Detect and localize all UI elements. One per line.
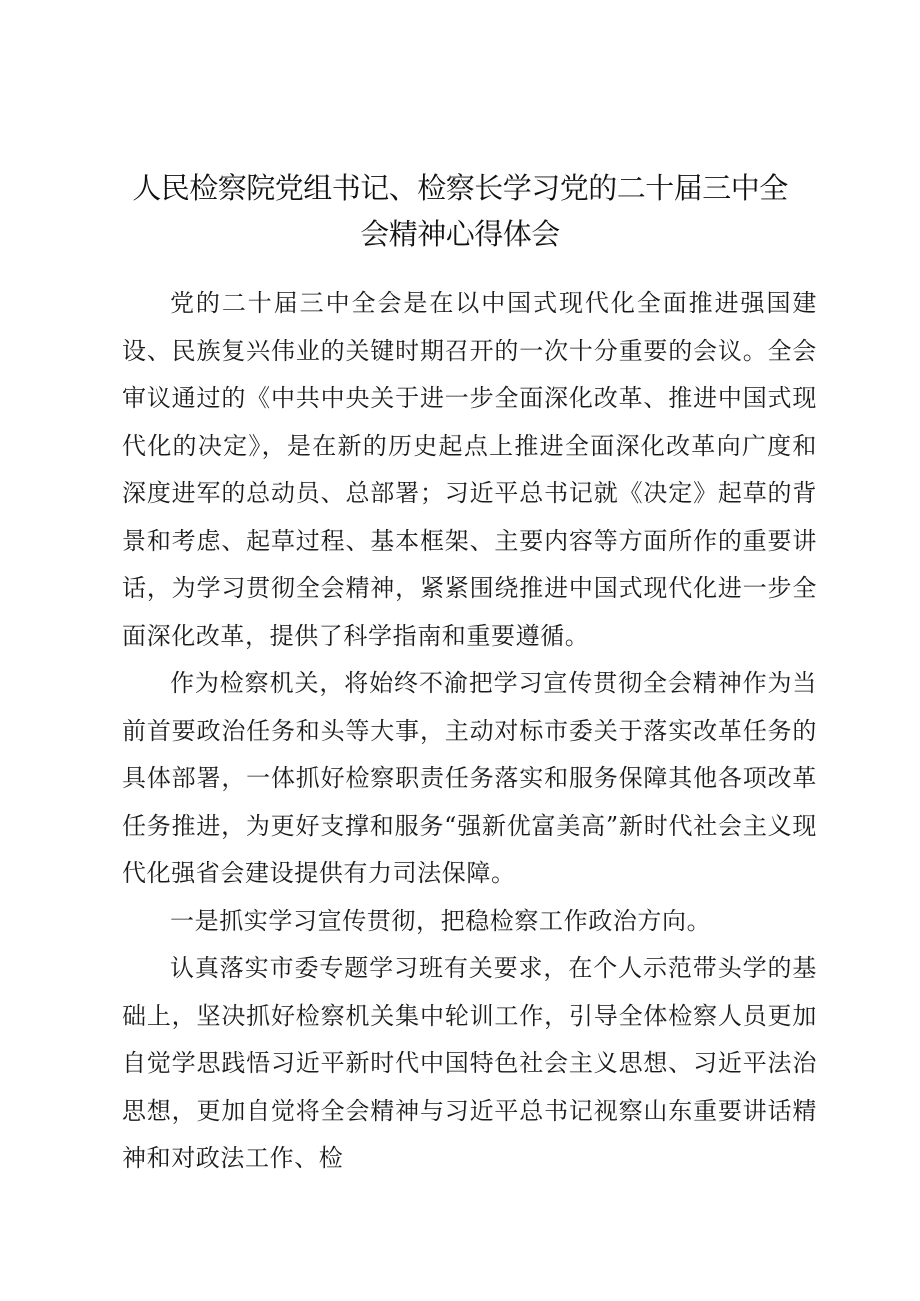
paragraph-1: 党的二十届三中全会是在以中国式现代化全面推进强国建设、民族复兴伟业的关键时期召开的一次十分重要的会议。全会审议通过的《中共中央关于进一步全面深化改革、推进中国式现代化的决定》，是在新的历史起点上推进全面深化改革向广度和深度进军的总动员、总部署；习近平总书记就《决定》起草的背景和考虑、起草过程、基本框架、主要内容等方面所作的重要讲话，为学习贯彻全会精神，紧紧围绕推进中国式现代化进一步全面深化改革，提供了科学指南和重要遵循。: [122, 289, 817, 650]
paragraph-4: 认真落实市委专题学习班有关要求，在个人示范带头学的基础上，坚决抓好检察机关集中轮训工作，引导全体检察人员更加自觉学思践悟习近平新时代中国特色社会主义思想、习近平法治思想，更加自觉将全会精神与习近平总书记视察山东重要讲话精神和对政法工作、检: [122, 954, 817, 1172]
paragraph-3-heading: 一是抓实学习宣传贯彻，把稳检察工作政治方向。: [170, 906, 712, 935]
document-title: 人民检察院党组书记、检察长学习党的二十届三中全会精神心得体会: [132, 171, 788, 251]
paragraph-2: 作为检察机关，将始终不渝把学习宣传贯彻全会精神作为当前首要政治任务和头等大事，主动对标市委关于落实改革任务的具体部署，一体抓好检察职责任务落实和服务保障其他各项改革任务推进，为更好支撑和服务“强新优富美高”新时代社会主义现代化强省会建设提供有力司法保障。: [122, 669, 817, 887]
document-body: [122, 280, 817, 1183]
